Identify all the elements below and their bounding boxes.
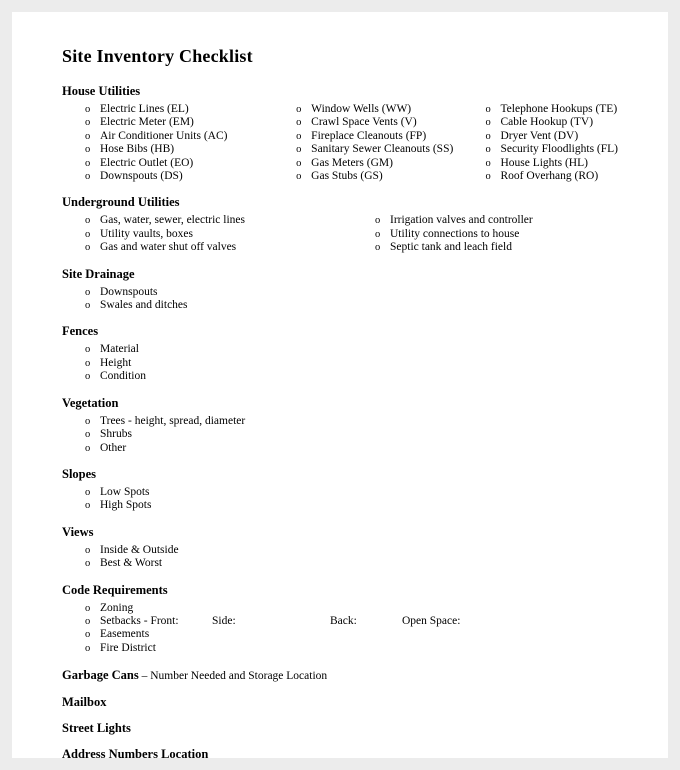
item-label: Utility connections to house bbox=[390, 227, 520, 240]
checklist-item bbox=[85, 357, 618, 370]
checklist-item bbox=[485, 130, 618, 143]
underground-utilities-columns bbox=[85, 214, 618, 254]
section-house-utilities bbox=[62, 84, 618, 183]
section-code-requirements bbox=[62, 583, 618, 656]
checkbox-marker: o bbox=[85, 344, 91, 356]
checkbox-marker: o bbox=[85, 242, 91, 254]
item-label: Downspouts (DS) bbox=[100, 170, 183, 183]
item-label: Other bbox=[100, 441, 127, 454]
house-utilities-column-3 bbox=[485, 103, 618, 183]
checklist-item bbox=[85, 228, 375, 241]
checkbox-marker: o bbox=[375, 228, 381, 240]
checkbox-marker: o bbox=[85, 117, 91, 129]
item-label: Utility vaults, boxes bbox=[100, 227, 193, 240]
item-label: Air Conditioner Units (AC) bbox=[100, 129, 228, 142]
item-label: Height bbox=[100, 356, 132, 369]
item-label: Electric Lines (EL) bbox=[100, 103, 189, 115]
section-views bbox=[62, 525, 618, 571]
street-lights-line: Street Lights bbox=[62, 720, 131, 735]
item-label: Hose Bibs (HB) bbox=[100, 143, 175, 156]
checkbox-marker: o bbox=[85, 144, 91, 156]
checkbox-marker: o bbox=[485, 157, 491, 169]
mailbox-line: Mailbox bbox=[62, 695, 107, 710]
checkbox-marker: o bbox=[296, 117, 302, 129]
checklist-item bbox=[85, 602, 618, 615]
checklist-item bbox=[85, 499, 618, 512]
item-label: Shrubs bbox=[100, 428, 132, 441]
checkbox-marker: o bbox=[296, 157, 302, 169]
checklist-item bbox=[85, 628, 618, 641]
item-label: Gas, water, sewer, electric lines bbox=[100, 214, 245, 227]
item-label: Gas Meters (GM) bbox=[311, 156, 393, 169]
checklist-item bbox=[485, 143, 618, 156]
checkbox-marker: o bbox=[85, 415, 91, 427]
checkbox-marker: o bbox=[85, 486, 91, 498]
checkbox-marker: o bbox=[485, 130, 491, 142]
checklist-item bbox=[85, 557, 618, 570]
checklist-item bbox=[85, 157, 296, 170]
item-label: Fireplace Cleanouts (FP) bbox=[311, 129, 427, 142]
checklist-item bbox=[85, 170, 296, 183]
checkbox-marker: o bbox=[85, 104, 91, 115]
checklist-item bbox=[296, 157, 485, 170]
checklist-item bbox=[296, 116, 485, 129]
checklist-item bbox=[296, 170, 485, 183]
checkbox-marker: o bbox=[85, 215, 91, 227]
section-heading: Underground Utilities bbox=[62, 195, 180, 210]
checklist-item bbox=[85, 486, 618, 499]
item-label: Inside & Outside bbox=[100, 543, 179, 556]
checklist-item bbox=[375, 241, 618, 254]
setbacks-row bbox=[85, 615, 618, 628]
checkbox-marker: o bbox=[85, 228, 91, 240]
page-title: Site Inventory Checklist bbox=[62, 46, 253, 66]
item-label: High Spots bbox=[100, 499, 152, 512]
item-label: Gas and water shut off valves bbox=[100, 241, 237, 254]
checklist-item bbox=[375, 228, 618, 241]
item-label: Crawl Space Vents (V) bbox=[311, 116, 417, 129]
item-label: Electric Meter (EM) bbox=[100, 116, 194, 129]
item-label: Fire District bbox=[100, 641, 156, 654]
document-page bbox=[12, 12, 668, 758]
checklist-item bbox=[85, 103, 296, 116]
checklist-item bbox=[85, 116, 296, 129]
checkbox-marker: o bbox=[485, 104, 491, 115]
checkbox-marker: o bbox=[85, 171, 91, 183]
item-label: Downspouts bbox=[100, 285, 158, 298]
checklist-item bbox=[485, 170, 618, 183]
item-label: Trees - height, spread, diameter bbox=[100, 414, 246, 427]
checklist-item bbox=[85, 130, 296, 143]
checkbox-marker: o bbox=[85, 442, 91, 454]
item-label: House Lights (HL) bbox=[500, 156, 588, 169]
checklist-item bbox=[85, 343, 618, 356]
item-label: Condition bbox=[100, 370, 147, 383]
checkbox-marker: o bbox=[85, 615, 91, 627]
item-label: Window Wells (WW) bbox=[311, 103, 412, 115]
checkbox-marker: o bbox=[375, 215, 381, 227]
checklist-item bbox=[85, 544, 618, 557]
checkbox-marker: o bbox=[296, 171, 302, 183]
checkbox-marker: o bbox=[485, 144, 491, 156]
checkbox-marker: o bbox=[85, 286, 91, 298]
checklist-item bbox=[296, 103, 485, 116]
item-label: Septic tank and leach field bbox=[390, 241, 512, 254]
checklist-item bbox=[85, 428, 618, 441]
checkbox-marker: o bbox=[85, 500, 91, 512]
section-heading: Site Drainage bbox=[62, 266, 135, 281]
section-heading: House Utilities bbox=[62, 84, 141, 98]
item-label: Telephone Hookups (TE) bbox=[500, 103, 618, 115]
item-label: Roof Overhang (RO) bbox=[500, 170, 599, 183]
item-label: Dryer Vent (DV) bbox=[500, 129, 579, 142]
section-site-drainage bbox=[62, 267, 618, 313]
underground-utilities-column-1 bbox=[85, 214, 375, 254]
checklist-item bbox=[85, 286, 618, 299]
checkbox-marker: o bbox=[485, 171, 491, 183]
setbacks-back-label: Back: bbox=[330, 614, 357, 627]
section-heading: Code Requirements bbox=[62, 582, 168, 597]
checklist-item bbox=[85, 442, 618, 455]
checklist-item bbox=[485, 157, 618, 170]
checkbox-marker: o bbox=[296, 144, 302, 156]
item-label: Swales and ditches bbox=[100, 299, 188, 312]
garbage-cans-label: Garbage Cans bbox=[62, 668, 139, 683]
vegetation-list bbox=[85, 415, 618, 455]
checkbox-marker: o bbox=[85, 157, 91, 169]
setbacks-open-space-label: Open Space: bbox=[402, 614, 461, 627]
checkbox-marker: o bbox=[85, 544, 91, 556]
checkbox-marker: o bbox=[85, 642, 91, 654]
checklist-item bbox=[85, 214, 375, 227]
checkbox-marker: o bbox=[85, 371, 91, 383]
fences-list bbox=[85, 343, 618, 383]
checklist-item bbox=[485, 116, 618, 129]
item-label: Irrigation valves and controller bbox=[390, 214, 533, 227]
checkbox-marker: o bbox=[85, 130, 91, 142]
section-heading: Vegetation bbox=[62, 395, 119, 410]
checklist-item bbox=[85, 299, 618, 312]
item-label: Easements bbox=[100, 628, 150, 641]
checklist-item bbox=[296, 143, 485, 156]
section-fences bbox=[62, 324, 618, 383]
checklist-item bbox=[485, 103, 618, 116]
checklist-item bbox=[375, 214, 618, 227]
checkbox-marker: o bbox=[375, 242, 381, 254]
checkbox-marker: o bbox=[85, 629, 91, 641]
views-list bbox=[85, 544, 618, 571]
section-heading: Views bbox=[62, 524, 94, 539]
setbacks-front-label: Setbacks - Front: bbox=[100, 614, 179, 627]
checkbox-marker: o bbox=[296, 104, 302, 115]
checkbox-marker: o bbox=[85, 602, 91, 614]
underground-utilities-column-2 bbox=[375, 214, 618, 254]
checkbox-marker: o bbox=[85, 357, 91, 369]
section-underground-utilities bbox=[62, 195, 618, 254]
section-vegetation bbox=[62, 396, 618, 455]
section-heading: Fences bbox=[62, 324, 99, 339]
item-label: Best & Worst bbox=[100, 557, 163, 570]
section-heading: Slopes bbox=[62, 466, 97, 481]
checklist-item bbox=[85, 370, 618, 383]
item-label: Material bbox=[100, 343, 139, 356]
section-slopes bbox=[62, 467, 618, 513]
address-numbers-line: Address Numbers Location bbox=[62, 746, 209, 758]
item-label: Electric Outlet (EO) bbox=[100, 156, 194, 169]
checklist-item bbox=[296, 130, 485, 143]
checklist-item bbox=[85, 415, 618, 428]
code-requirements-list-before bbox=[85, 602, 618, 615]
item-label: Zoning bbox=[100, 601, 134, 614]
garbage-cans-line bbox=[62, 669, 618, 683]
checkbox-marker: o bbox=[485, 117, 491, 129]
item-label: Sanitary Sewer Cleanouts (SS) bbox=[311, 143, 454, 156]
setbacks-side-label: Side: bbox=[212, 614, 236, 627]
house-utilities-column-1 bbox=[85, 103, 296, 183]
item-label: Security Floodlights (FL) bbox=[500, 143, 618, 156]
code-requirements-list-after bbox=[85, 628, 618, 655]
checkbox-marker: o bbox=[85, 558, 91, 570]
checkbox-marker: o bbox=[85, 300, 91, 312]
house-utilities-columns bbox=[85, 103, 618, 183]
checkbox-marker: o bbox=[85, 429, 91, 441]
checkbox-marker: o bbox=[296, 130, 302, 142]
checklist-item bbox=[85, 642, 618, 655]
checklist-item bbox=[85, 241, 375, 254]
slopes-list bbox=[85, 486, 618, 513]
garbage-cans-description: – Number Needed and Storage Location bbox=[138, 670, 328, 683]
item-label: Gas Stubs (GS) bbox=[311, 170, 383, 183]
house-utilities-column-2 bbox=[296, 103, 485, 183]
checklist-item bbox=[85, 143, 296, 156]
item-label: Cable Hookup (TV) bbox=[500, 116, 594, 129]
site-drainage-list bbox=[85, 286, 618, 313]
item-label: Low Spots bbox=[100, 485, 150, 498]
